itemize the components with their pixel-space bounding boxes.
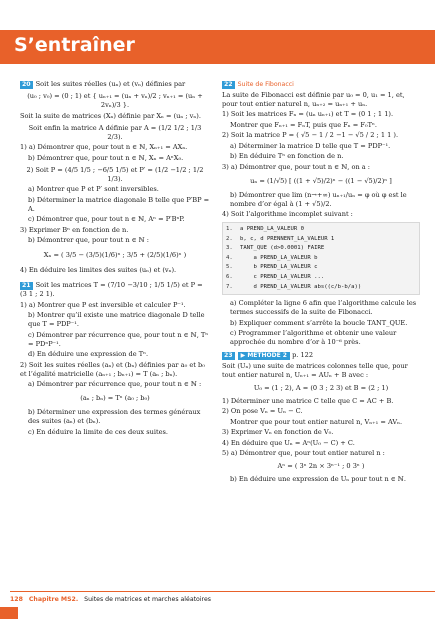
system-definition: (u₀ ; v₀) = (0 ; 1) et { uₙ₊₁ = (uₙ + vₙ)/2 ; vₙ₊₁ = (uₙ + 2vₙ)/3 }. bbox=[27, 92, 203, 109]
question: c) Démontrer que, pour tout n ∈ ℕ, Aⁿ = P′BⁿP. bbox=[28, 215, 185, 223]
exercise-number-badge: 23 bbox=[224, 352, 233, 360]
code-line: 3. TANT_QUE (d>0.0001) FAIRE bbox=[226, 245, 325, 252]
question: 3) a) Démontrer que, pour tout n ∈ ℕ, on a : bbox=[222, 162, 371, 171]
exercise-text: Soit les matrices T = (7/10 −3/10 ; 1/5 1/5) et P = (3 1 ; 2 1). bbox=[20, 281, 203, 298]
formula-xn: Xₙ = ( 3/5 − (3/5)(1/6)ⁿ ; 3/5 + (2/5)(1/6)ⁿ ) bbox=[43, 251, 187, 259]
formula-matrices: U₀ = (1 ; 2), A = (0 3 ; 2 3) et B = (2 ; 1) bbox=[253, 383, 389, 392]
exercise-text: Soit (Uₙ) une suite de matrices colonnes telle que, pour tout entier naturel n, Uₙ₊₁ = AUₙ + B avec : bbox=[222, 361, 408, 379]
question: a) Compléter la ligne 6 afin que l’algorithme calcule les termes successifs de la suite de Fibonacci. bbox=[230, 299, 417, 317]
question: 2) On pose Vₙ = Uₙ − C. bbox=[222, 407, 303, 416]
question: b) Expliquer comment s’arrête la boucle TANT_QUE. bbox=[230, 318, 408, 327]
page-header-band bbox=[0, 30, 435, 64]
question: 4) Soit l’algorithme incomplet suivant : bbox=[222, 210, 353, 218]
chapter-description: Suites de matrices et marches aléatoires bbox=[84, 596, 211, 603]
exercise-subtitle: Suite de Fibonacci bbox=[237, 81, 294, 88]
code-line: 7. d PREND_LA_VALEUR abs((c/b-b/a)) bbox=[226, 283, 362, 290]
footer-divider bbox=[10, 591, 435, 592]
question: b) Montrer qu’il existe une matrice diagonale D telle que T = PDP⁻¹. bbox=[28, 311, 205, 328]
exercise-21 bbox=[20, 281, 210, 437]
exercise-20 bbox=[20, 80, 210, 275]
code-line: 4. a PREND_LA_VALEUR b bbox=[226, 254, 318, 261]
matrix-definition: Soit enfin la matrice A définie par A = (1/2 1/2 ; 1/3 2/3). bbox=[28, 123, 202, 141]
question: 2) Soit la matrice P = ( √5 − 1 / 2 −1 − √5 / 2 ; 1 1 ). bbox=[222, 131, 399, 139]
page-reference: p. 122 bbox=[292, 351, 314, 360]
question: 1) Soit les matrices Fₙ = (uₙ uₙ₊₁) et T = (0 1 ; 1 1). bbox=[222, 110, 394, 118]
question: 3) Exprimer Vₙ en fonction de V₀. bbox=[222, 428, 334, 437]
question: 4) En déduire que Uₙ = Aⁿ(U₀ − C) + C. bbox=[222, 438, 355, 447]
formula-binet: uₙ = (1/√5) [ ((1 + √5)/2)ⁿ − ((1 − √5)/2)ⁿ ] bbox=[250, 176, 392, 185]
question: b) Déterminer une expression des termes généraux des suites (aₙ) et (bₙ). bbox=[28, 408, 201, 425]
code-line: 6. c PREND_LA_VALEUR ... bbox=[226, 273, 325, 280]
exercise-text: Soit la suite de matrices (Xₙ) définie par Xₙ = (uₙ ; vₙ). bbox=[20, 111, 201, 120]
question: a) Déterminer la matrice D telle que T = PDP⁻¹. bbox=[230, 141, 391, 150]
question: 4) En déduire les limites des suites (uₙ) et (vₙ). bbox=[20, 266, 177, 274]
code-line: 5. b PREND_LA_VALEUR c bbox=[226, 264, 318, 271]
question: b) Démontrer que, pour tout n ∈ ℕ : bbox=[28, 236, 150, 244]
left-column bbox=[20, 80, 210, 438]
question: Montrer que Fₙ₊₁ = FₙT, puis que Fₙ = F₀Tⁿ. bbox=[230, 120, 377, 129]
code-line: 2. b, c, d PRENNENT_LA_VALEUR 1 bbox=[226, 235, 335, 242]
exercise-22 bbox=[222, 80, 420, 347]
corner-accent bbox=[0, 607, 18, 619]
chapter-label: Chapitre MS2. bbox=[28, 596, 79, 603]
right-column bbox=[222, 80, 420, 486]
formula-an: Aⁿ = ( 3ⁿ 2n × 3ⁿ⁻¹ ; 0 3ⁿ ) bbox=[277, 462, 365, 471]
question: b) Démontrer que lim (n→+∞) uₙ₊₁/uₙ = φ où φ est le nombre d’or égal à (1 + √5)/2. bbox=[230, 190, 407, 208]
exercise-number-badge: 21 bbox=[22, 282, 31, 289]
question: 2) Soit les suites réelles (aₙ) et (bₙ) définies par a₀ et b₀ et l’égalité matricielle (aₙ₊₁ ; bₙ₊₁) = T (aₙ ; bₙ). bbox=[20, 360, 205, 378]
code-line: 1. a PREND_LA_VALEUR 0 bbox=[226, 226, 304, 232]
question: 1) a) Montrer que P est inversible et calculer P⁻¹. bbox=[20, 300, 186, 309]
question: c) En déduire la limite de ces deux suites. bbox=[28, 427, 168, 436]
question: 5) a) Démontrer que, pour tout entier naturel n : bbox=[222, 449, 385, 458]
exercise-23 bbox=[222, 351, 420, 484]
page-number: 128 bbox=[10, 596, 23, 603]
exercise-number-badge: 20 bbox=[22, 81, 31, 88]
question: b) En déduire Tⁿ en fonction de n. bbox=[230, 152, 344, 160]
algorithm-code-block bbox=[222, 222, 420, 295]
exercise-number-badge: 22 bbox=[224, 81, 233, 88]
question: 2) Soit P = (4/5 1/5 ; −6/5 1/5) et P′ = (1/2 −1/2 ; 1/2 1/3). bbox=[26, 165, 204, 183]
question: b) En déduire une expression de Uₙ pour tout n ∈ ℕ. bbox=[230, 475, 406, 484]
exercise-text: Soit les suites réelles (uₙ) et (vₙ) définies par bbox=[35, 80, 186, 88]
question: b) Démontrer que, pour tout n ∈ ℕ, Xₙ = AⁿX₀. bbox=[28, 153, 184, 162]
question: a) Montrer que P et P′ sont inversibles. bbox=[28, 185, 159, 193]
question: d) En déduire une expression de Tⁿ. bbox=[28, 350, 149, 358]
question: a) Démontrer par récurrence que, pour tout n ∈ ℕ : bbox=[28, 380, 202, 388]
question: 1) a) Démontrer que, pour tout n ∈ ℕ, Xₙ₊₁ = AXₙ. bbox=[20, 143, 188, 151]
formula-recurrence: (aₙ ; bₙ) = Tⁿ (a₀ ; b₀) bbox=[80, 394, 150, 402]
methode-link[interactable]: ▶ MÉTHODE 2 bbox=[238, 352, 290, 360]
question: c) Programmer l’algorithme et obtenir une valeur approchée du nombre d’or à 10⁻⁶ près. bbox=[230, 329, 397, 347]
question: 3) Exprimer Bⁿ en fonction de n. bbox=[20, 225, 129, 234]
question: c) Démontrer par récurrence que, pour tout n ∈ ℕ, Tⁿ = PDⁿP⁻¹. bbox=[28, 330, 209, 348]
question: b) Déterminer la matrice diagonale B telle que P′BP = A. bbox=[28, 195, 210, 213]
page-footer bbox=[10, 594, 430, 606]
exercise-text: La suite de Fibonacci est définie par u₀ = 0, u₁ = 1, et, pour tout entier naturel n, uₙ₊₂ = uₙ₊₁ + uₙ. bbox=[222, 90, 405, 108]
question: 1) Déterminer une matrice C telle que C = AC + B. bbox=[222, 396, 394, 405]
question: Montrer que pour tout entier naturel n, Vₙ₊₁ = AVₙ. bbox=[230, 417, 403, 426]
page-title: S’entraîner bbox=[14, 34, 135, 56]
